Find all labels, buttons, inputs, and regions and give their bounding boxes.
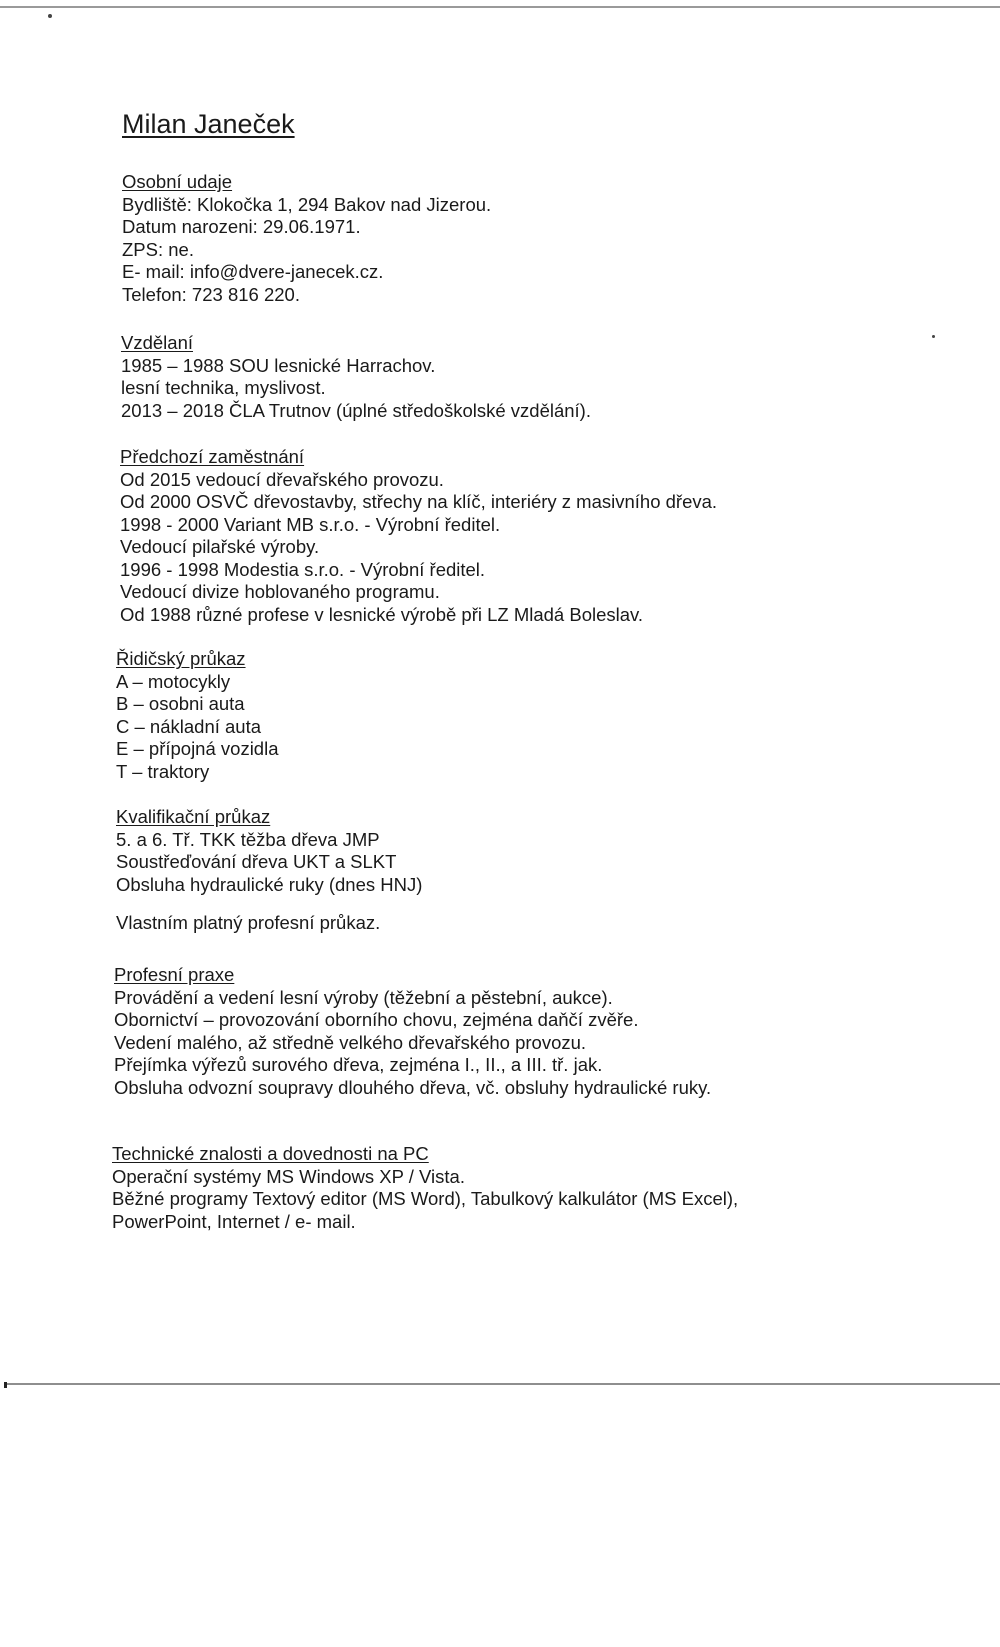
qualification-line: Soustřeďování dřeva UKT a SLKT (116, 851, 397, 872)
employment-line: Od 2015 vedoucí dřevařského provozu. (120, 468, 444, 490)
qualification-line: 5. a 6. Tř. TKK těžba dřeva JMP (116, 828, 380, 850)
practice-line: Přejímka výřezů surového dřeva, zejména I., II., a III. tř. jak. (114, 1054, 603, 1075)
personal-line: Bydliště: Klokočka 1, 294 Bakov nad Jizerou. (122, 193, 492, 215)
employment-line: 1996 - 1998 Modestia s.r.o. - Výrobní ředitel. (120, 558, 486, 580)
license-line: E – přípojná vozidla (116, 738, 279, 759)
license-line: A – motocykly (116, 670, 231, 692)
pc-skills-line: Běžné programy Textový editor (MS Word), Tabulkový kalkulátor (MS Excel), (112, 1188, 739, 1209)
section-education (121, 332, 591, 422)
personal-line: ZPS: ne. (122, 238, 194, 260)
section-qualification (116, 806, 422, 935)
employment-line: Vedoucí pilařské výroby. (120, 536, 320, 557)
scan-speck (932, 335, 935, 338)
section-heading: Předchozí zaměstnání (120, 446, 305, 467)
scan-edge-tick (4, 1382, 7, 1388)
section-heading: Technické znalosti a dovednosti na PC (112, 1143, 429, 1164)
personal-line: E- mail: info@dvere-janecek.cz. (122, 261, 384, 282)
pc-skills-line: Operační systémy MS Windows XP / Vista. (112, 1165, 465, 1187)
pc-skills-line: PowerPoint, Internet / e- mail. (112, 1210, 356, 1232)
qualification-line: Obsluha hydraulické ruky (dnes HNJ) (116, 873, 423, 895)
license-line: B – osobni auta (116, 693, 245, 714)
qualification-note: Vlastním platný profesní průkaz. (116, 912, 381, 933)
personal-line: Datum narozeni: 29.06.1971. (122, 216, 361, 237)
section-employment (120, 446, 717, 626)
scan-speck (48, 14, 52, 18)
practice-line: Obsluha odvozní soupravy dlouhého dřeva, vč. obsluhy hydraulické ruky. (114, 1076, 712, 1098)
personal-line: Telefon: 723 816 220. (122, 283, 300, 305)
scan-edge-bottom (6, 1383, 1000, 1385)
employment-line: Vedoucí divize hoblovaného programu. (120, 581, 440, 602)
practice-line: Vedení malého, až středně velkého dřevařského provozu. (114, 1031, 587, 1053)
education-line: 1985 – 1988 SOU lesnické Harrachov. (121, 354, 436, 376)
license-line: T – traktory (116, 760, 210, 782)
scan-edge-top (0, 6, 1000, 8)
practice-line: Obornictví – provozování oborního chovu, zejména daňčí zvěře. (114, 1009, 639, 1030)
section-heading: Řidičský průkaz (116, 648, 246, 669)
section-heading: Osobní udaje (122, 171, 233, 192)
section-practice (114, 964, 711, 1099)
section-driving-license (116, 648, 279, 783)
section-personal (122, 171, 491, 306)
education-line: 2013 – 2018 ČLA Trutnov (úplné středoškolské vzdělání). (121, 399, 591, 421)
education-line: lesní technika, myslivost. (121, 377, 326, 398)
spacer (116, 896, 422, 912)
section-pc-skills (112, 1143, 738, 1233)
document-name: Milan Janeček (122, 109, 295, 139)
employment-line: Od 2000 OSVČ dřevostavby, střechy na klíč, interiéry z masivního dřeva. (120, 491, 718, 512)
section-heading: Profesní praxe (114, 964, 235, 985)
practice-line: Provádění a vedení lesní výroby (těžební a pěstební, aukce). (114, 986, 613, 1008)
license-line: C – nákladní auta (116, 715, 262, 737)
employment-line: 1998 - 2000 Variant MB s.r.o. - Výrobní ředitel. (120, 513, 501, 535)
employment-line: Od 1988 různé profese v lesnické výrobě při LZ Mladá Boleslav. (120, 603, 644, 625)
section-heading: Kvalifikační průkaz (116, 806, 271, 827)
section-heading: Vzdělaní (121, 332, 193, 353)
